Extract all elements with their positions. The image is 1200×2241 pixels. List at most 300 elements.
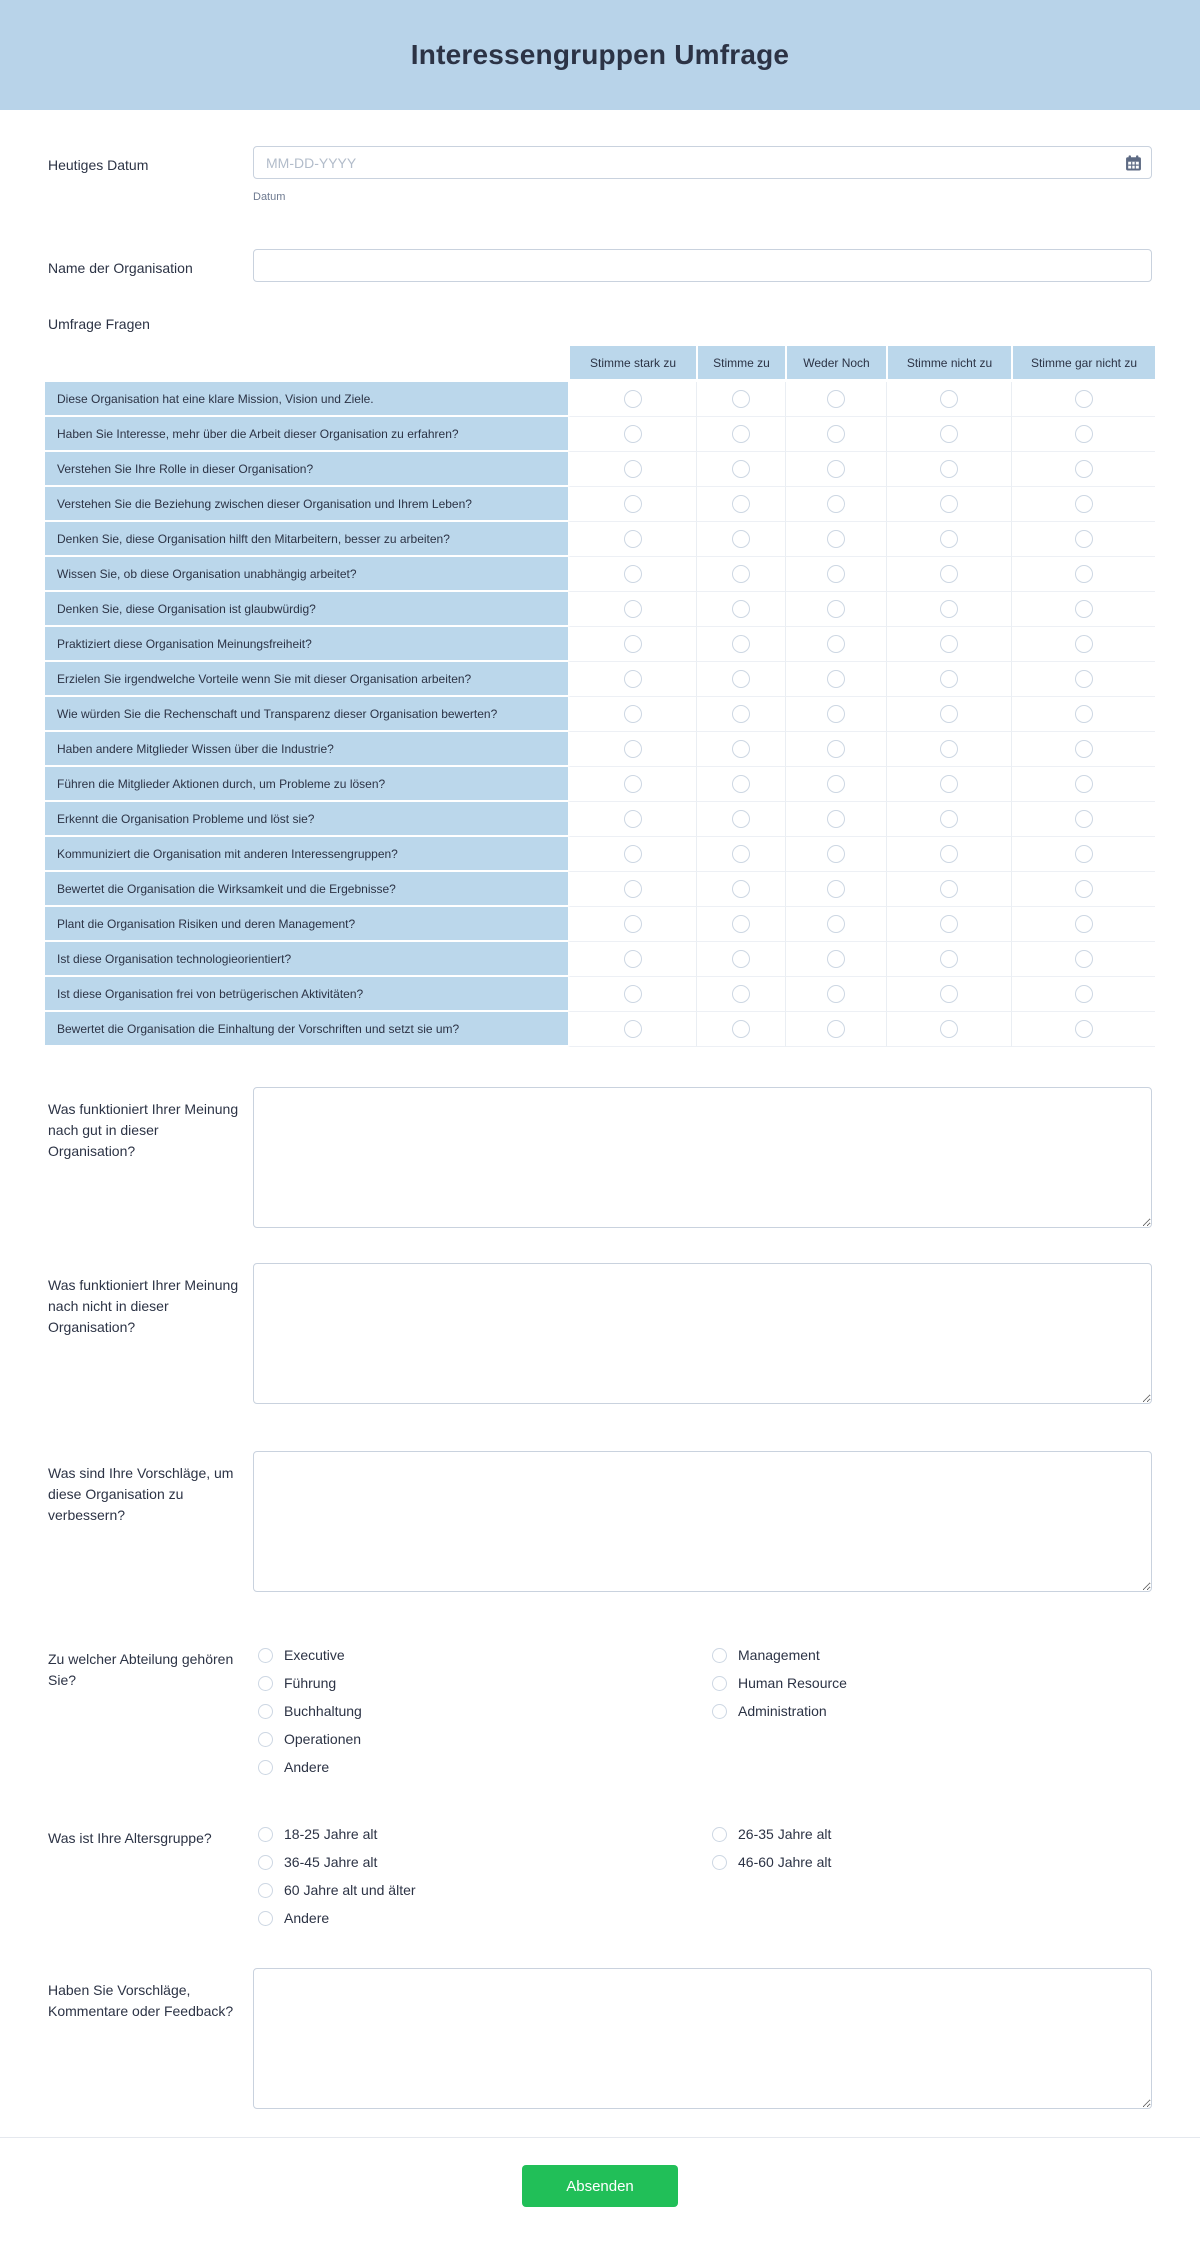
matrix-answer-cell	[568, 872, 696, 907]
radio-button[interactable]	[732, 495, 750, 513]
matrix-answer-cell	[886, 382, 1011, 417]
matrix-row	[45, 487, 1155, 522]
matrix-answer-cell	[696, 907, 785, 942]
matrix-answer-cell	[886, 802, 1011, 837]
radio-option-label: Andere	[284, 1910, 330, 1926]
matrix-answer-cell	[696, 522, 785, 557]
radio-button[interactable]	[940, 775, 958, 793]
matrix-answer-cell	[568, 662, 696, 697]
radio-button[interactable]	[624, 1020, 642, 1038]
matrix-answer-cell	[886, 522, 1011, 557]
radio-button[interactable]	[1075, 670, 1093, 688]
radio-button[interactable]	[1075, 460, 1093, 478]
matrix-header-row	[45, 346, 1155, 379]
radio-button[interactable]	[712, 1827, 727, 1842]
radio-option-label: Human Resource	[738, 1675, 847, 1691]
matrix-answer-cell	[785, 872, 886, 907]
radio-option-label: Executive	[284, 1647, 345, 1663]
matrix-column-header: Stimme zu	[696, 346, 785, 379]
department-option[interactable]	[258, 1647, 712, 1663]
radio-button[interactable]	[624, 460, 642, 478]
department-options-right	[712, 1647, 1166, 1775]
radio-button[interactable]	[827, 635, 845, 653]
radio-button[interactable]	[732, 775, 750, 793]
radio-button[interactable]	[732, 740, 750, 758]
radio-button[interactable]	[732, 880, 750, 898]
radio-button[interactable]	[827, 495, 845, 513]
matrix-answer-cell	[696, 487, 785, 522]
feedback-label: Haben Sie Vorschläge, Kommentare oder Feedback?	[48, 1982, 234, 2019]
matrix-answer-cell	[785, 977, 886, 1012]
matrix-row	[45, 732, 1155, 767]
matrix-answer-cell	[1011, 732, 1155, 767]
matrix-question: Plant die Organisation Risiken und deren Management?	[45, 907, 568, 942]
radio-button[interactable]	[827, 985, 845, 1003]
matrix-answer-cell	[568, 592, 696, 627]
radio-button[interactable]	[258, 1676, 273, 1691]
matrix-row	[45, 697, 1155, 732]
radio-button[interactable]	[258, 1704, 273, 1719]
matrix-answer-cell	[886, 942, 1011, 977]
matrix-answer-cell	[785, 592, 886, 627]
radio-button[interactable]	[1075, 810, 1093, 828]
matrix-answer-cell	[886, 697, 1011, 732]
age-options-left	[258, 1826, 712, 1926]
radio-button[interactable]	[624, 670, 642, 688]
radio-button[interactable]	[624, 915, 642, 933]
date-sublabel: Datum	[253, 191, 286, 203]
matrix-row	[45, 837, 1155, 872]
matrix-row	[45, 942, 1155, 977]
radio-button[interactable]	[827, 810, 845, 828]
matrix-column-header: Weder Noch	[785, 346, 886, 379]
matrix-column-header: Stimme gar nicht zu	[1011, 346, 1155, 379]
suggestions-textarea[interactable]	[253, 1451, 1152, 1592]
matrix-answer-cell	[785, 802, 886, 837]
age-option[interactable]	[712, 1826, 1166, 1842]
date-field-row	[48, 146, 1152, 203]
radio-button[interactable]	[827, 1020, 845, 1038]
department-option[interactable]	[712, 1675, 1166, 1691]
department-options	[253, 1647, 1166, 1775]
matrix-answer-cell	[696, 697, 785, 732]
matrix-answer-cell	[886, 662, 1011, 697]
matrix-answer-cell	[886, 732, 1011, 767]
radio-button[interactable]	[624, 705, 642, 723]
radio-button[interactable]	[624, 775, 642, 793]
matrix-answer-cell	[1011, 452, 1155, 487]
radio-button[interactable]	[624, 950, 642, 968]
radio-button[interactable]	[940, 880, 958, 898]
radio-button[interactable]	[732, 705, 750, 723]
radio-button[interactable]	[827, 670, 845, 688]
matrix-answer-cell	[886, 837, 1011, 872]
radio-button[interactable]	[827, 530, 845, 548]
feedback-textarea[interactable]	[253, 1968, 1152, 2109]
matrix-answer-cell	[785, 487, 886, 522]
radio-button[interactable]	[624, 880, 642, 898]
age-group-label: Was ist Ihre Altersgruppe?	[48, 1830, 212, 1846]
matrix-column-header: Stimme stark zu	[568, 346, 696, 379]
matrix-answer-cell	[1011, 487, 1155, 522]
radio-button[interactable]	[940, 530, 958, 548]
radio-button[interactable]	[732, 530, 750, 548]
radio-button[interactable]	[624, 530, 642, 548]
matrix-answer-cell	[1011, 767, 1155, 802]
radio-button[interactable]	[712, 1704, 727, 1719]
matrix-answer-cell	[1011, 942, 1155, 977]
radio-option-label: Andere	[284, 1759, 330, 1775]
matrix-question: Haben andere Mitglieder Wissen über die Industrie?	[45, 732, 568, 767]
radio-option-label: Operationen	[284, 1731, 362, 1747]
radio-button[interactable]	[940, 495, 958, 513]
radio-button[interactable]	[827, 740, 845, 758]
matrix-answer-cell	[568, 557, 696, 592]
radio-button[interactable]	[624, 425, 642, 443]
radio-button[interactable]	[258, 1855, 273, 1870]
radio-button[interactable]	[940, 390, 958, 408]
matrix-answer-cell	[785, 767, 886, 802]
bad-aspects-label: Was funktioniert Ihrer Meinung nach nicht in dieser Organisation?	[48, 1277, 239, 1335]
radio-option-label: 26-35 Jahre alt	[738, 1826, 832, 1842]
matrix-answer-cell	[696, 1012, 785, 1047]
matrix-answer-cell	[696, 557, 785, 592]
radio-button[interactable]	[624, 845, 642, 863]
matrix-answer-cell	[696, 872, 785, 907]
radio-button[interactable]	[258, 1648, 273, 1663]
matrix-row	[45, 872, 1155, 907]
department-option[interactable]	[258, 1759, 712, 1775]
radio-button[interactable]	[732, 915, 750, 933]
matrix-answer-cell	[1011, 872, 1155, 907]
radio-button[interactable]	[712, 1855, 727, 1870]
radio-button[interactable]	[940, 845, 958, 863]
matrix-answer-cell	[1011, 802, 1155, 837]
radio-button[interactable]	[624, 565, 642, 583]
radio-button[interactable]	[827, 880, 845, 898]
matrix-header-spacer	[45, 346, 568, 379]
matrix-row	[45, 767, 1155, 802]
matrix-answer-cell	[696, 942, 785, 977]
radio-button[interactable]	[940, 740, 958, 758]
good-aspects-textarea[interactable]	[253, 1087, 1152, 1228]
radio-button[interactable]	[732, 390, 750, 408]
matrix-question: Bewertet die Organisation die Einhaltung der Vorschriften und setzt sie um?	[45, 1012, 568, 1047]
matrix-answer-cell	[696, 382, 785, 417]
radio-button[interactable]	[258, 1760, 273, 1775]
organisation-field-row	[48, 249, 1152, 282]
radio-button[interactable]	[1075, 425, 1093, 443]
matrix-answer-cell	[696, 977, 785, 1012]
matrix-answer-cell	[568, 452, 696, 487]
radio-button[interactable]	[827, 845, 845, 863]
radio-button[interactable]	[732, 635, 750, 653]
matrix-question: Diese Organisation hat eine klare Mission, Vision und Ziele.	[45, 382, 568, 417]
matrix-answer-cell	[696, 837, 785, 872]
matrix-answer-cell	[1011, 557, 1155, 592]
organisation-input[interactable]	[253, 249, 1152, 282]
matrix-answer-cell	[568, 767, 696, 802]
age-options-right	[712, 1826, 1166, 1926]
matrix-row	[45, 802, 1155, 837]
radio-button[interactable]	[827, 390, 845, 408]
radio-button[interactable]	[258, 1883, 273, 1898]
matrix-row	[45, 592, 1155, 627]
matrix-answer-cell	[696, 417, 785, 452]
matrix-answer-cell	[696, 732, 785, 767]
survey-table-label: Umfrage Fragen	[48, 316, 150, 332]
matrix-answer-cell	[696, 767, 785, 802]
matrix-answer-cell	[696, 452, 785, 487]
radio-button[interactable]	[732, 1020, 750, 1038]
matrix-question: Ist diese Organisation frei von betrügerischen Aktivitäten?	[45, 977, 568, 1012]
bad-aspects-textarea[interactable]	[253, 1263, 1152, 1404]
form-footer	[0, 2138, 1200, 2241]
radio-button[interactable]	[1075, 985, 1093, 1003]
radio-button[interactable]	[624, 495, 642, 513]
matrix-row	[45, 907, 1155, 942]
radio-button[interactable]	[940, 1020, 958, 1038]
radio-button[interactable]	[732, 460, 750, 478]
date-input-wrapper	[253, 146, 1152, 179]
matrix-question: Erkennt die Organisation Probleme und löst sie?	[45, 802, 568, 837]
radio-button[interactable]	[732, 425, 750, 443]
radio-button[interactable]	[827, 950, 845, 968]
calendar-icon[interactable]	[1125, 154, 1142, 171]
matrix-answer-cell	[568, 697, 696, 732]
radio-button[interactable]	[1075, 495, 1093, 513]
matrix-answer-cell	[785, 417, 886, 452]
radio-button[interactable]	[732, 565, 750, 583]
matrix-answer-cell	[1011, 417, 1155, 452]
radio-button[interactable]	[624, 810, 642, 828]
matrix-answer-cell	[785, 907, 886, 942]
matrix-answer-cell	[886, 557, 1011, 592]
form-body	[0, 146, 1200, 2114]
date-input[interactable]	[253, 146, 1152, 179]
matrix-row	[45, 417, 1155, 452]
radio-option-label: Administration	[738, 1703, 827, 1719]
matrix-question: Kommuniziert die Organisation mit anderen Interessengruppen?	[45, 837, 568, 872]
matrix-question: Verstehen Sie die Beziehung zwischen dieser Organisation und Ihrem Leben?	[45, 487, 568, 522]
matrix-question: Ist diese Organisation technologieorientiert?	[45, 942, 568, 977]
date-field-label: Heutiges Datum	[48, 157, 149, 173]
matrix-answer-cell	[1011, 977, 1155, 1012]
radio-button[interactable]	[258, 1732, 273, 1747]
radio-button[interactable]	[1075, 775, 1093, 793]
matrix-question: Haben Sie Interesse, mehr über die Arbeit dieser Organisation zu erfahren?	[45, 417, 568, 452]
matrix-answer-cell	[886, 487, 1011, 522]
matrix-answer-cell	[568, 942, 696, 977]
matrix-answer-cell	[785, 942, 886, 977]
matrix-answer-cell	[785, 557, 886, 592]
age-option[interactable]	[258, 1882, 712, 1898]
matrix-row	[45, 977, 1155, 1012]
matrix-answer-cell	[568, 382, 696, 417]
radio-button[interactable]	[940, 705, 958, 723]
matrix-answer-cell	[1011, 522, 1155, 557]
radio-button[interactable]	[940, 460, 958, 478]
matrix-answer-cell	[568, 977, 696, 1012]
form-title: Interessengruppen Umfrage	[410, 39, 790, 70]
radio-button[interactable]	[712, 1676, 727, 1691]
radio-button[interactable]	[624, 635, 642, 653]
matrix-answer-cell	[1011, 382, 1155, 417]
matrix-answer-cell	[1011, 592, 1155, 627]
radio-button[interactable]	[940, 670, 958, 688]
matrix-answer-cell	[568, 1012, 696, 1047]
radio-button[interactable]	[624, 985, 642, 1003]
matrix-question: Wissen Sie, ob diese Organisation unabhängig arbeitet?	[45, 557, 568, 592]
age-option[interactable]	[712, 1854, 1166, 1870]
matrix-answer-cell	[886, 627, 1011, 662]
matrix-answer-cell	[696, 802, 785, 837]
department-options-left	[258, 1647, 712, 1775]
radio-option-label: 60 Jahre alt und älter	[284, 1882, 416, 1898]
radio-button[interactable]	[940, 985, 958, 1003]
radio-button[interactable]	[827, 705, 845, 723]
radio-button[interactable]	[940, 600, 958, 618]
age-option[interactable]	[258, 1910, 712, 1926]
radio-button[interactable]	[258, 1911, 273, 1926]
age-option[interactable]	[258, 1826, 712, 1842]
matrix-question: Bewertet die Organisation die Wirksamkeit und die Ergebnisse?	[45, 872, 568, 907]
radio-button[interactable]	[1075, 740, 1093, 758]
age-group-options	[253, 1826, 1166, 1926]
radio-button[interactable]	[1075, 390, 1093, 408]
radio-button[interactable]	[732, 950, 750, 968]
radio-button[interactable]	[1075, 705, 1093, 723]
matrix-answer-cell	[696, 592, 785, 627]
radio-option-label: 46-60 Jahre alt	[738, 1854, 832, 1870]
matrix-question: Verstehen Sie Ihre Rolle in dieser Organisation?	[45, 452, 568, 487]
radio-button[interactable]	[732, 845, 750, 863]
matrix-question: Wie würden Sie die Rechenschaft und Transparenz dieser Organisation bewerten?	[45, 697, 568, 732]
radio-button[interactable]	[827, 565, 845, 583]
department-option[interactable]	[712, 1703, 1166, 1719]
matrix-row	[45, 557, 1155, 592]
matrix-answer-cell	[568, 627, 696, 662]
matrix-row	[45, 522, 1155, 557]
matrix-answer-cell	[785, 697, 886, 732]
department-label: Zu welcher Abteilung gehören Sie?	[48, 1651, 234, 1688]
bad-aspects-row	[48, 1263, 1152, 1409]
radio-button[interactable]	[1075, 635, 1093, 653]
matrix-answer-cell	[568, 837, 696, 872]
matrix-answer-cell	[568, 907, 696, 942]
radio-button[interactable]	[624, 390, 642, 408]
matrix-answer-cell	[886, 977, 1011, 1012]
matrix-question: Führen die Mitglieder Aktionen durch, um Probleme zu lösen?	[45, 767, 568, 802]
matrix-answer-cell	[568, 487, 696, 522]
radio-button[interactable]	[1075, 565, 1093, 583]
suggestions-row	[48, 1451, 1152, 1597]
radio-button[interactable]	[827, 915, 845, 933]
radio-button[interactable]	[732, 670, 750, 688]
matrix-question: Praktiziert diese Organisation Meinungsfreiheit?	[45, 627, 568, 662]
matrix-answer-cell	[568, 802, 696, 837]
organisation-field-label: Name der Organisation	[48, 260, 193, 276]
matrix-answer-cell	[785, 382, 886, 417]
matrix-answer-cell	[1011, 837, 1155, 872]
radio-button[interactable]	[940, 915, 958, 933]
radio-button[interactable]	[712, 1648, 727, 1663]
radio-button[interactable]	[1075, 880, 1093, 898]
radio-option-label: Buchhaltung	[284, 1703, 362, 1719]
radio-button[interactable]	[1075, 915, 1093, 933]
matrix-answer-cell	[886, 592, 1011, 627]
department-option[interactable]	[258, 1731, 712, 1747]
matrix-question: Denken Sie, diese Organisation hilft den Mitarbeitern, besser zu arbeiten?	[45, 522, 568, 557]
matrix-answer-cell	[568, 417, 696, 452]
matrix-answer-cell	[1011, 1012, 1155, 1047]
radio-button[interactable]	[827, 775, 845, 793]
radio-option-label: Führung	[284, 1675, 337, 1691]
good-aspects-label: Was funktioniert Ihrer Meinung nach gut in dieser Organisation?	[48, 1101, 239, 1159]
radio-button[interactable]	[1075, 600, 1093, 618]
department-option[interactable]	[258, 1675, 712, 1691]
matrix-answer-cell	[1011, 627, 1155, 662]
radio-button[interactable]	[1075, 1020, 1093, 1038]
matrix-answer-cell	[886, 872, 1011, 907]
radio-option-label: 36-45 Jahre alt	[284, 1854, 378, 1870]
radio-button[interactable]	[732, 600, 750, 618]
radio-button[interactable]	[732, 985, 750, 1003]
good-aspects-row	[48, 1087, 1152, 1233]
radio-button[interactable]	[258, 1827, 273, 1842]
matrix-row	[45, 452, 1155, 487]
radio-button[interactable]	[940, 635, 958, 653]
matrix-question: Erzielen Sie irgendwelche Vorteile wenn Sie mit dieser Organisation arbeiten?	[45, 662, 568, 697]
radio-button[interactable]	[940, 425, 958, 443]
radio-button[interactable]	[827, 425, 845, 443]
matrix-answer-cell	[1011, 662, 1155, 697]
matrix-answer-cell	[785, 1012, 886, 1047]
matrix-column-header: Stimme nicht zu	[886, 346, 1011, 379]
matrix-answer-cell	[785, 837, 886, 872]
age-option[interactable]	[258, 1854, 712, 1870]
matrix-answer-cell	[886, 767, 1011, 802]
matrix-row	[45, 382, 1155, 417]
department-option[interactable]	[258, 1703, 712, 1719]
matrix-answer-cell	[568, 732, 696, 767]
matrix-row	[45, 1012, 1155, 1047]
radio-button[interactable]	[1075, 845, 1093, 863]
matrix-answer-cell	[785, 732, 886, 767]
radio-button[interactable]	[940, 565, 958, 583]
submit-button[interactable]: Absenden	[522, 2165, 678, 2207]
matrix-answer-cell	[886, 1012, 1011, 1047]
matrix-answer-cell	[696, 627, 785, 662]
radio-button[interactable]	[827, 600, 845, 618]
matrix-answer-cell	[568, 522, 696, 557]
radio-button[interactable]	[624, 740, 642, 758]
survey-matrix	[45, 346, 1155, 1047]
radio-button[interactable]	[732, 810, 750, 828]
suggestions-label: Was sind Ihre Vorschläge, um diese Organisation zu verbessern?	[48, 1465, 234, 1523]
matrix-body	[45, 382, 1155, 1047]
radio-button[interactable]	[624, 600, 642, 618]
department-option[interactable]	[712, 1647, 1166, 1663]
radio-button[interactable]	[940, 950, 958, 968]
radio-button[interactable]	[1075, 950, 1093, 968]
department-row	[48, 1647, 1152, 1775]
matrix-answer-cell	[886, 417, 1011, 452]
radio-button[interactable]	[1075, 530, 1093, 548]
matrix-answer-cell	[785, 627, 886, 662]
radio-button[interactable]	[827, 460, 845, 478]
radio-button[interactable]	[940, 810, 958, 828]
